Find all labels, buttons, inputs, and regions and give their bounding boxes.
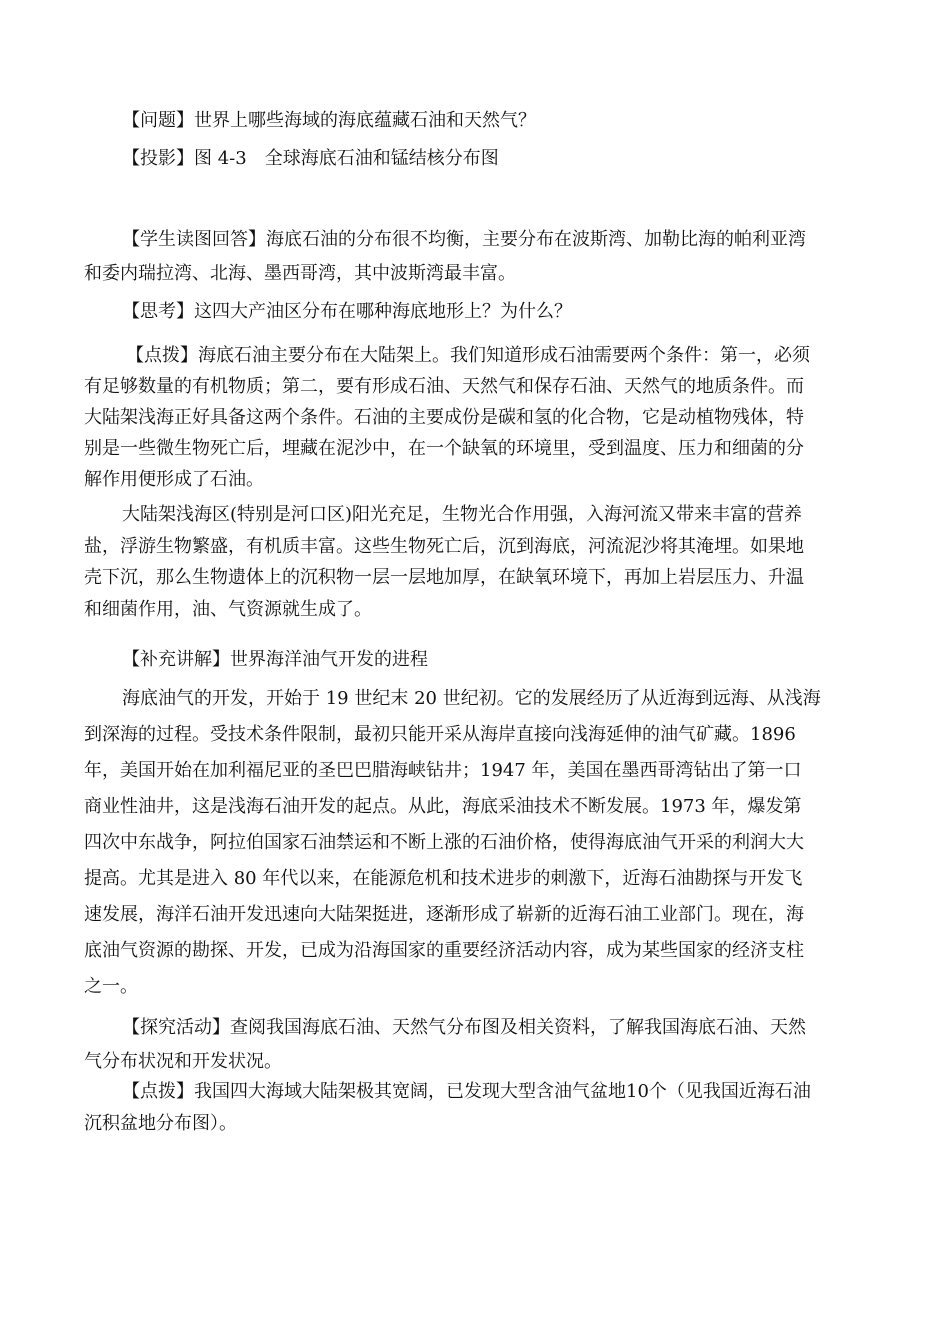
supplement-line-4: 商业性油井，这是浅海石油开发的起点。从此，海底采油技术不断发展。1973 年，爆发第	[84, 796, 802, 817]
shelf-paragraph-line-4: 和细菌作用，油、气资源就生成了。	[84, 599, 372, 620]
inquiry-line-1: 【探究活动】查阅我国海底石油、天然气分布图及相关资料，了解我国海底石油、天然	[122, 1017, 806, 1038]
hint-line-1: 【点拨】海底石油主要分布在大陆架上。我们知道形成石油需要两个条件：第一，必须	[126, 345, 810, 366]
student-answer-line-2: 和委内瑞拉湾、北海、墨西哥湾，其中波斯湾最丰富。	[84, 263, 516, 284]
shelf-paragraph-line-3: 壳下沉，那么生物遗体上的沉积物一层一层地加厚，在缺氧环境下，再加上岩层压力、升温	[84, 567, 804, 588]
hint-line-3: 大陆架浅海正好具备这两个条件。石油的主要成份是碳和氢的化合物，它是动植物残体，特	[84, 407, 804, 428]
hint-line-4: 别是一些微生物死亡后，埋藏在泥沙中，在一个缺氧的环境里，受到温度、压力和细菌的分	[84, 438, 804, 459]
final-hint-line-1: 【点拨】我国四大海域大陆架极其宽阔，已发现大型含油气盆地10个（见我国近海石油	[122, 1081, 811, 1102]
supplement-line-9: 之一。	[84, 976, 138, 997]
inquiry-line-2: 气分布状况和开发状况。	[84, 1051, 282, 1072]
hint-line-2: 有足够数量的有机物质；第二，要有形成石油、天然气和保存石油、天然气的地质条件。而	[84, 376, 804, 397]
supplement-line-7: 速发展，海洋石油开发迅速向大陆架挺进，逐渐形成了崭新的近海石油工业部门。现在，海	[84, 904, 804, 925]
student-answer-line-1: 【学生读图回答】海底石油的分布很不均衡，主要分布在波斯湾、加勒比海的帕利亚湾	[122, 229, 806, 250]
supplement-title-line: 【补充讲解】世界海洋油气开发的进程	[122, 649, 428, 670]
shelf-paragraph-line-1: 大陆架浅海区(特别是河口区)阳光充足，生物光合作用强，入海河流又带来丰富的营养	[122, 504, 803, 525]
supplement-line-2: 到深海的过程。受技术条件限制，最初只能开采从海岸直接向浅海延伸的油气矿藏。1896	[84, 724, 796, 745]
supplement-line-1: 海底油气的开发，开始于 19 世纪末 20 世纪初。它的发展经历了从近海到远海、从浅海	[122, 688, 821, 709]
hint-line-5: 解作用便形成了石油。	[84, 469, 264, 490]
question-line: 【问题】世界上哪些海域的海底蕴藏石油和天然气？	[122, 110, 536, 131]
supplement-line-6: 提高。尤其是进入 80 年代以来，在能源危机和技术进步的刺激下，近海石油勘探与开发飞	[84, 868, 803, 889]
shelf-paragraph-line-2: 盐，浮游生物繁盛，有机质丰富。这些生物死亡后，沉到海底，河流泥沙将其淹埋。如果地	[84, 536, 804, 557]
supplement-line-3: 年，美国开始在加利福尼亚的圣巴巴腊海峡钻井；1947 年，美国在墨西哥湾钻出了第一口	[84, 760, 802, 781]
supplement-line-5: 四次中东战争，阿拉伯国家石油禁运和不断上涨的石油价格，使得海底油气开采的利润大大	[84, 832, 804, 853]
projection-line: 【投影】图 4-3 全球海底石油和锰结核分布图	[122, 148, 499, 169]
thinking-line: 【思考】这四大产油区分布在哪种海底地形上？为什么？	[122, 301, 572, 322]
supplement-line-8: 底油气资源的勘探、开发，已成为沿海国家的重要经济活动内容，成为某些国家的经济支柱	[84, 940, 804, 961]
final-hint-line-2: 沉积盆地分布图）。	[84, 1113, 237, 1134]
